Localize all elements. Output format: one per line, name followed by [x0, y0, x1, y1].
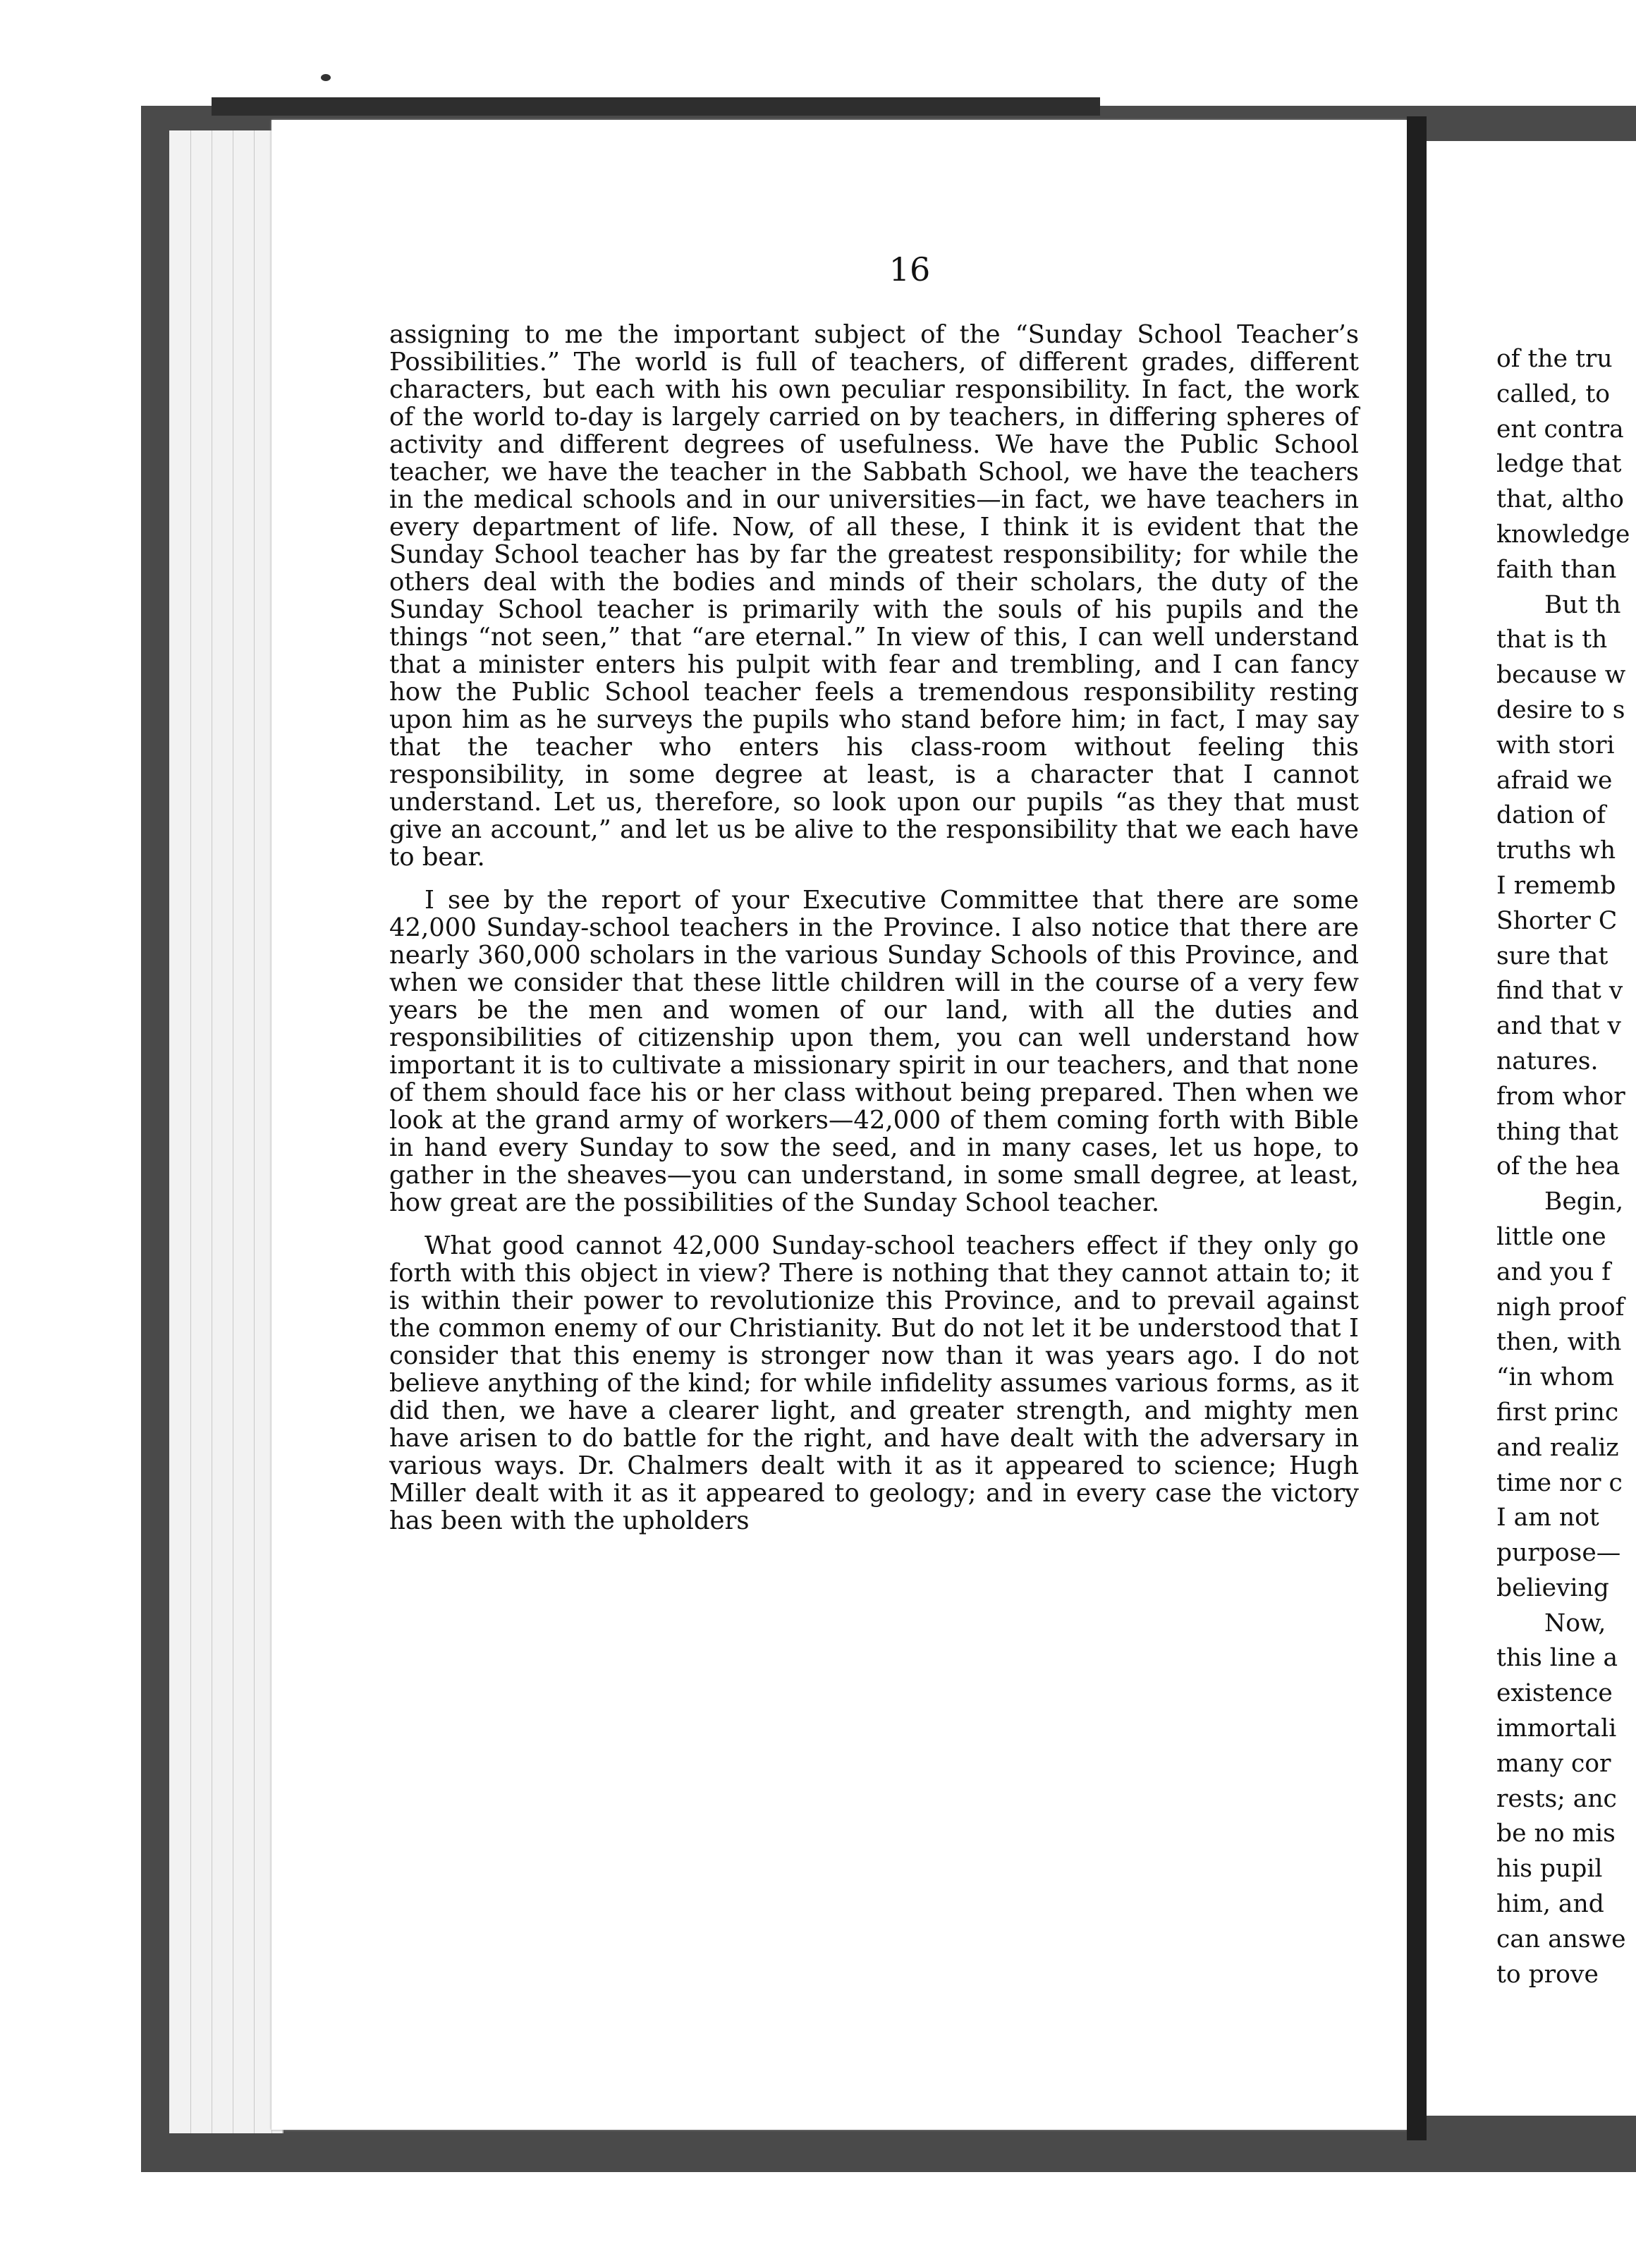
right-page-line: many cor	[1496, 1749, 1611, 1778]
right-page-line: faith than	[1496, 555, 1617, 584]
right-page-line: then, with	[1496, 1328, 1622, 1357]
right-page-line: Now,	[1544, 1609, 1606, 1638]
right-page-line: that is th	[1496, 626, 1608, 654]
paragraph: assigning to me the important subject of the “Sunday School Teacher’s Possibilities.” The world is full of teachers, of different grades, different characters, but each with his own peculiar responsibility. In fact, the work of the world to-day is largely carried on by teachers, in differing spheres of activity and different degrees of usefulness. We have the Public School teacher, we have the teacher in the Sabbath School, we have the teachers in the medical schools and in our universities—in fact, we have teachers in every department of life. Now, of all these, I think it is evident that the Sunday School teacher has by far the greatest responsibility; for while the others deal with the bodies and minds of their scholars, the duty of the Sunday School teacher is primarily with the souls of his pupils and the things “not seen,” that “are eternal.” In view of this, I can well understand that a minister enters his pulpit with fear and trembling, and I can fancy how the Public School teacher feels a tremendous responsibility resting upon him as he surveys the pupils who stand before him; in fact, I may say that the teacher who enters his class-room without feeling this responsibility, in some degree at least, is a character that I cannot understand. Let us, therefore, so look upon our pupils “as they that must give an account,” and let us be alive to the responsibility that we each have to bear.	[389, 320, 1359, 872]
right-page-line: little one	[1496, 1222, 1606, 1251]
scan-smudge	[321, 74, 331, 81]
right-page-line: purpose—	[1496, 1539, 1621, 1568]
right-page-line: immortali	[1496, 1714, 1617, 1743]
right-page-line: existence	[1496, 1679, 1613, 1708]
right-page-partial-text	[1496, 342, 1636, 1992]
right-page-line: be no mis	[1496, 1819, 1616, 1848]
right-page-line: knowledge	[1496, 520, 1630, 549]
right-page-line: and that v	[1496, 1012, 1621, 1041]
right-page-line: Shorter C	[1496, 906, 1618, 935]
right-page-line: believing	[1496, 1573, 1609, 1602]
right-page-line: and you f	[1496, 1257, 1611, 1286]
right-page-line: him, and	[1496, 1890, 1604, 1919]
book-gutter	[1407, 116, 1427, 2140]
right-page-line: this line a	[1496, 1644, 1618, 1673]
right-page-line: called, to	[1496, 379, 1611, 408]
right-page-line: Begin,	[1544, 1188, 1624, 1217]
right-page-line: with stori	[1496, 731, 1615, 760]
right-page-line: to prove	[1496, 1960, 1599, 1989]
right-page-line: rests; anc	[1496, 1784, 1617, 1813]
right-page-line: find that v	[1496, 977, 1623, 1006]
right-page-line: nigh proof	[1496, 1293, 1625, 1322]
right-page-line: “in whom	[1496, 1363, 1615, 1392]
right-page-line: ent contra	[1496, 415, 1624, 444]
right-page-line: thing that	[1496, 1117, 1618, 1146]
right-page-line: and realiz	[1496, 1433, 1619, 1462]
right-page-line: desire to s	[1496, 695, 1625, 724]
paragraph: What good cannot 42,000 Sunday-school teachers effect if they only go forth with this object in view? There is nothing that they cannot attain to; it is within their power to revolutionize this Province, and to prevail against the common enemy of our Christianity. But do not let it be understood that I consider that this enemy is stronger now than it was years ago. I do not believe anything of the kind; for while infidelity assumes various forms, as it did then, we have a clearer light, and greater strength, and mighty men have arisen to do battle for the right, and have dealt with the adversary in various ways. Dr. Chalmers dealt with it as it appeared to science; Hugh Miller dealt with it as it appeared to geology; and in every case the victory has been with the upholders	[389, 1231, 1359, 1535]
right-page-line: I rememb	[1496, 871, 1616, 900]
right-page-line: truths wh	[1496, 836, 1616, 865]
right-page-line: of the hea	[1496, 1152, 1620, 1181]
right-page-line: from whor	[1496, 1082, 1625, 1111]
right-page-line: dation of	[1496, 801, 1606, 830]
paragraph: I see by the report of your Executive Committee that there are some 42,000 Sunday-school teachers in the Province. I also notice that there are nearly 360,000 scholars in the various Sunday Schools of this Province, and when we consider that these little children will in the course of a very few years be the men and women of our land, with all the duties and responsibilities of citizenship upon them, you can well understand how important it is to cultivate a missionary spirit in our teachers, and that none of them should face his or her class without being prepared. Then when we look at the grand army of workers—42,000 of them coming forth with Bible in hand every Sunday to sow the seed, and in many cases, let us hope, to gather in the sheaves—you can understand, in some small degree, at least, how great are the possibilities of the Sunday School teacher.	[389, 886, 1359, 1217]
right-page-line: I am not	[1496, 1504, 1599, 1532]
right-page-line: that, altho	[1496, 485, 1624, 514]
right-page-line: But th	[1544, 590, 1621, 619]
left-page-body-text	[389, 321, 1359, 1535]
right-page-line: sure that	[1496, 941, 1608, 970]
book-top-edge	[212, 97, 1100, 116]
right-page-line: his pupil	[1496, 1855, 1603, 1884]
right-page-line: ledge that	[1496, 450, 1622, 479]
right-page-line: afraid we	[1496, 766, 1613, 795]
page-number: 16	[889, 250, 931, 288]
right-page-line: natures.	[1496, 1047, 1599, 1075]
right-page-line: time nor c	[1496, 1468, 1623, 1497]
right-page-line: of the tru	[1496, 345, 1613, 373]
right-page-line: first princ	[1496, 1398, 1619, 1427]
page-stack-edges	[169, 130, 283, 2133]
right-page-line: can answe	[1496, 1925, 1626, 1953]
right-page-line: because w	[1496, 661, 1626, 690]
